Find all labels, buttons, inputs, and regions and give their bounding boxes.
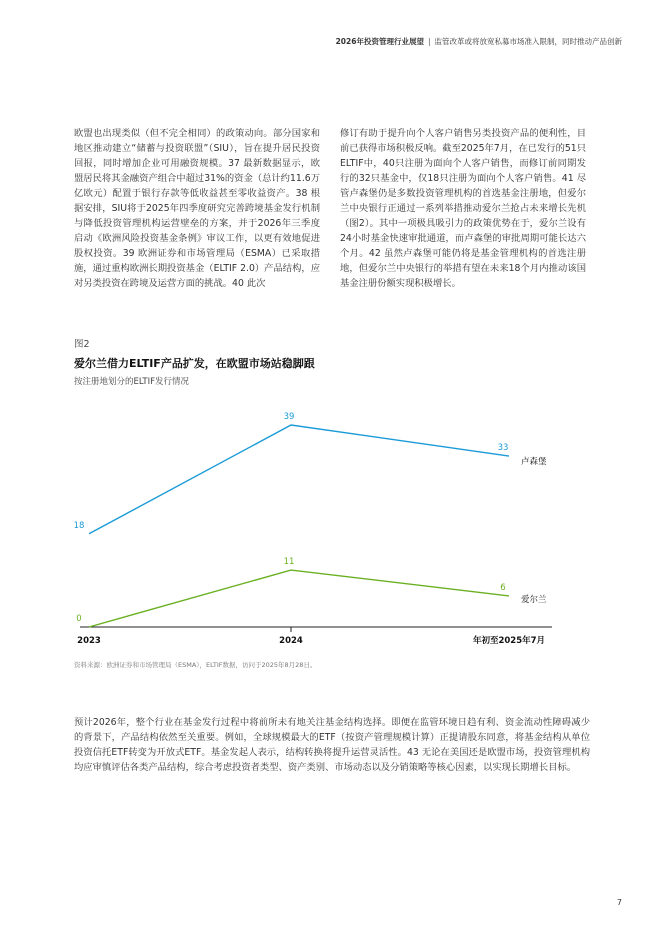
figure-title: 爱尔兰借力ELTIF产品扩发，在欧盟市场站稳脚跟 [74,357,315,370]
data-label: 33 [497,443,509,454]
figure-subtitle: 按注册地划分的ELTIF发行情况 [74,377,190,387]
series-line [89,570,509,627]
body-paragraph: 预计2026年，整个行业在基金发行过程中将前所未有地关注基金结构选择。即便在监管环境日趋有利、资金流动性障碍减少的背景下，产品结构依然至关重要。例如，全球规模最大的ETF（按资产管理规模计算）正提请股东同意，将基金结构从单位投资信托ETF转变为开放式ETF。基金发起人表示，结构转换将提升运营灵活性。43 无论在美国还是欧盟市场，投资管理机构均应审慎评估各类产品结构，综合考虑投资者类型、资产类别、市场动态以及分销策略等核心因素，以实现长期增长目标。 [74,717,590,773]
section-title: 监管改革或将放宽私募市场准入限制，同时推动产品创新 [434,37,622,46]
series-label: 卢森堡 [521,457,547,468]
data-label: 18 [73,520,85,531]
header-separator: | [427,37,431,46]
series-label: 爱尔兰 [521,594,547,605]
data-label: 39 [283,412,295,422]
report-title: 2026年投资管理行业展望 [335,37,424,46]
data-label: 0 [76,614,82,624]
right-column-text: 修订有助于提升向个人客户销售另类投资产品的便利性，目前已获得市场积极反响。截至2025年7月，在已发行的51只ELTIF中，40只注册为面向个人客户销售，而修订前同期发行的32只基金中，仅18只注册为面向个人客户销售。41 尽管卢森堡仍是多数投资管理机构的首选基金注册地，但爱尔兰中央银行正通过一系列举措推动爱尔兰抢占未来增长先机（图2）。其中一项极具吸引力的政策优势在于，爱尔兰设有24小时基金快速审批通道，而卢森堡的审批周期可能长达六个月。42 虽然卢森堡可能仍将是基金管理机构的首选注册地，但爱尔兰中央银行的举措有望在未来18个月内推动该国基金注册份额实现积极增长。 [340,128,586,289]
x-tick-label: 年初至2025年7月 [472,636,546,646]
x-tick-label: 2023 [77,636,101,646]
figure-label: 图2 [74,339,90,350]
data-label: 6 [500,582,506,593]
data-label: 11 [283,557,295,568]
figure-source: 资料来源：欧洲证券和市场管理局（ESMA），ELTIF数据，访问于2025年8月28日。 [74,661,317,669]
series-line [89,425,509,534]
x-tick-label: 2024 [279,636,303,646]
page-number: 7 [616,898,622,907]
left-column-text: 欧盟也出现类似（但不完全相同）的政策动向。部分国家和地区推动建立“储蓄与投资联盟”（SIU），旨在提升居民投资回报，同时增加企业可用融资规模。37 最新数据显示，欧盟居民将其金融资产组合中超过31%的资金（总计约11.6万亿欧元）配置于银行存款等低收益甚至零收益资产。38 根据安排，SIU将于2025年四季度研究完善跨境基金发行机制与降低投资管理机构运营壁垒的方案，并于2026年三季度启动《欧洲风险投资基金条例》审议工作，以更有效地促进股权投资。39 欧洲证券和市场管理局（ESMA）已采取措施，通过重构欧洲长期投资基金（ELTIF 2.0）产品结构，应对另类投资在跨境及运营方面的挑战。40 此次 [74,128,320,289]
